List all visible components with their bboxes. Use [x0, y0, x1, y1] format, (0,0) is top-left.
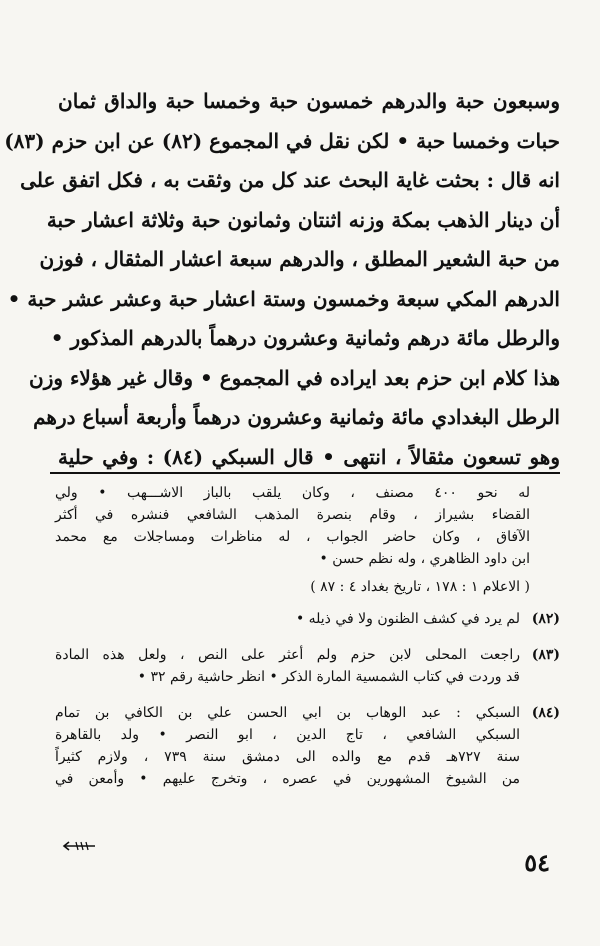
main-line: أن دينار الذهب بمكة وزنه اثنتان وثمانون حبة وثلاثة اعشار حبة [46, 207, 560, 232]
footnote-84 [55, 702, 560, 790]
main-line: هذا كلام ابن حزم بعد ايراده في المجموع • وقال غير هؤلاء وزن [29, 365, 560, 390]
main-line: وسبعون حبة والدرهم خمسون حبة وخمسا حبة والداق ثمان [58, 89, 560, 113]
main-line: والرطل مائة درهم وثمانية وعشرون درهماً بالدرهم المذكور • [50, 326, 560, 350]
main-line: انه قال : بحثت غاية البحث عند كل من وثقت به ، فكل اتفق على [20, 168, 560, 192]
footnote-83 [55, 644, 560, 688]
footnote-number: (٨٢) [531, 611, 560, 627]
footnote-separator [50, 472, 560, 474]
arrow-left-icon [62, 836, 96, 855]
main-line: الرطل البغدادي مائة وثمانية وعشرون درهماً وأربعة أسباع درهم [33, 405, 560, 429]
footnote-reference: ( الاعلام ١ : ١٧٨ ، تاريخ بغداد ٤ : ٨٧ ) [310, 579, 530, 595]
footnote-line: ابن داود الظاهري ، وله نظم حسن • [319, 551, 530, 567]
footnote-line: من الشيوخ المشهورين في عصره ، وتخرج عليهم • وأمعن في [55, 771, 520, 787]
footnote-line: السبكي الشافعي ، تاج الدين ، ابو النصر • ولد بالقاهرة [55, 727, 520, 743]
footnote-number: (٨٣) [531, 647, 560, 663]
footnote-line: قد وردت في كتاب الشمسية المارة الذكر • انظر حاشية رقم ٣٢ • [137, 669, 520, 685]
footnote-number: (٨٤) [531, 705, 560, 721]
footnote-82 [55, 608, 560, 630]
footnote-line: السبكي : عبد الوهاب بن ابي الحسن علي بن الكافي بن تمام [55, 705, 520, 721]
footnote-continuation [55, 482, 560, 598]
main-line: وهو تسعون مثقالاً ، انتهى • قال السبكي (٨٤) : وفي حلية [58, 444, 561, 469]
footnote-line: لم يرد في كشف الظنون ولا في ذيله • [295, 611, 520, 627]
main-line: الدرهم المكي سبعة وخمسون وستة اعشار حبة وعشر عشر حبة • [7, 286, 560, 311]
footnote-line: القضاء بشيراز ، وقام بنصرة المذهب الشافعي فنشره في أكثر [55, 507, 530, 523]
footnote-line: له نحو ٤٠٠ مصنف ، وكان يلقب بالباز الاشـــهب • ولي [55, 485, 530, 501]
main-line: حبات وخمسا حبة • لكن نقل في المجموع (٨٢) عن ابن حزم (٨٣) [4, 128, 560, 153]
main-line: من حبة الشعير المطلق ، والدرهم سبعة اعشار المثقال ، فوزن [39, 247, 560, 271]
footnote-line: سنة ٧٢٧هـ قدم مع والده الى دمشق سنة ٧٣٩ ، ولازم كثيراً [55, 749, 520, 765]
page-number: ٥٤ [524, 848, 550, 877]
footnotes [55, 482, 560, 804]
main-text [4, 82, 561, 477]
footnote-line: الآفاق ، وكان حاضر الجواب ، له مناظرات ومساجلات مع محمد [55, 529, 530, 545]
footnote-line: راجعت المحلى لابن حزم ولم أعثر على النص ، ولعل هذه المادة [55, 647, 520, 663]
